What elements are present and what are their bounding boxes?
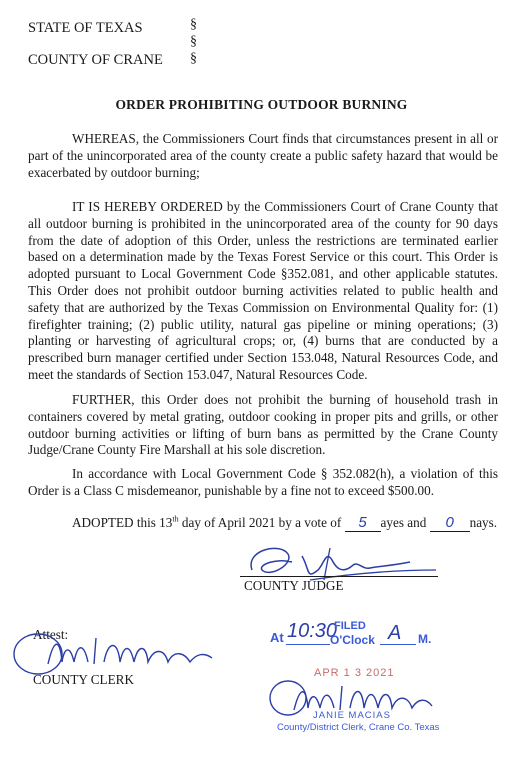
section-symbol: § [190,34,197,49]
stamp-office: County/District Clerk, Crane Co. Texas [277,722,440,733]
stamp-m: M. [418,632,432,646]
stamp-ampm: A [388,622,402,644]
ayes-label: ayes and [380,515,430,530]
ayes-field [345,514,381,532]
stamp-at: At [270,630,284,645]
attest-label: Attest: [33,627,69,642]
adopted-prefix: ADOPTED this 13 [72,515,173,530]
section-symbol: § [190,51,197,66]
section-symbol: § [190,17,197,32]
adopted-line [72,514,497,532]
clerk-label: COUNTY CLERK [33,672,134,687]
nays-value: 0 [445,514,454,531]
stamp-time-line [286,644,330,645]
nays-field [430,514,470,532]
adopted-middle: day of April 2021 by a vote of [178,515,345,530]
nays-label: nays. [469,515,498,530]
county-label: COUNTY OF CRANE [28,52,163,68]
stamp-date: APR 1 3 2021 [314,667,395,679]
stamp-ampm-line [380,644,416,645]
document-title: ORDER PROHIBITING OUTDOOR BURNING [115,97,408,112]
paragraph-penalty: In accordance with Local Government Code § 352.082(h), a violation of this Order is a Class C misdemeanor, punishable by a fine not to exceed $500.00. [28,466,498,498]
paragraph-further: FURTHER, this Order does not prohibit the burning of household trash in containers covered by metal grating, outdoor cooking in proper pits and grills, or other outdoor burning activities or lifting of burn bans as permitted by the Crane County Judge/Crane County Fire Marshall at his sole discretion. [28,392,498,458]
paragraph-ordered: IT IS HEREBY ORDERED by the Commissioners Court of Crane County that all outdoor burning is prohibited in the unincorporated area of the county for 90 days from the date of adoption of this Order, unless the restrictions are terminated earlier based on a determination made by the Texas Forest Service or this court. This Order is adopted pursuant to Local Government Code §352.081, and other applicable statutes. This Order does not prohibit outdoor burning activities related to public health and safety that are authorized by the Texas Commission on Environmental Quality for: (1) firefighter training; (2) public utility, natural gas pipeline or mining operations; (3) planting or harvesting of agricultural crops; or, (4) burns that are conducted by a prescribed burn manager certified under Section 153.048, Natural Resources Code, and meet the standards of Section 153.047, Natural Resources Code. [28,199,498,382]
ayes-value: 5 [358,514,367,531]
judge-signature-line [240,576,438,577]
state-label: STATE OF TEXAS [28,20,143,36]
stamp-oclock: O'Clock [330,633,375,647]
stamp-time: 10:30 [287,620,338,642]
stamp-filed: FILED [334,620,366,632]
judge-label: COUNTY JUDGE [244,578,344,593]
adopted-superscript: th [172,514,179,524]
paragraph-whereas: WHEREAS, the Commissioners Court finds that circumstances present in all or part of the unincorporated area of the county create a public safety hazard that would be exacerbated by outdoor burning; [28,131,498,180]
stamp-name: JANIE MACIAS [313,710,391,721]
